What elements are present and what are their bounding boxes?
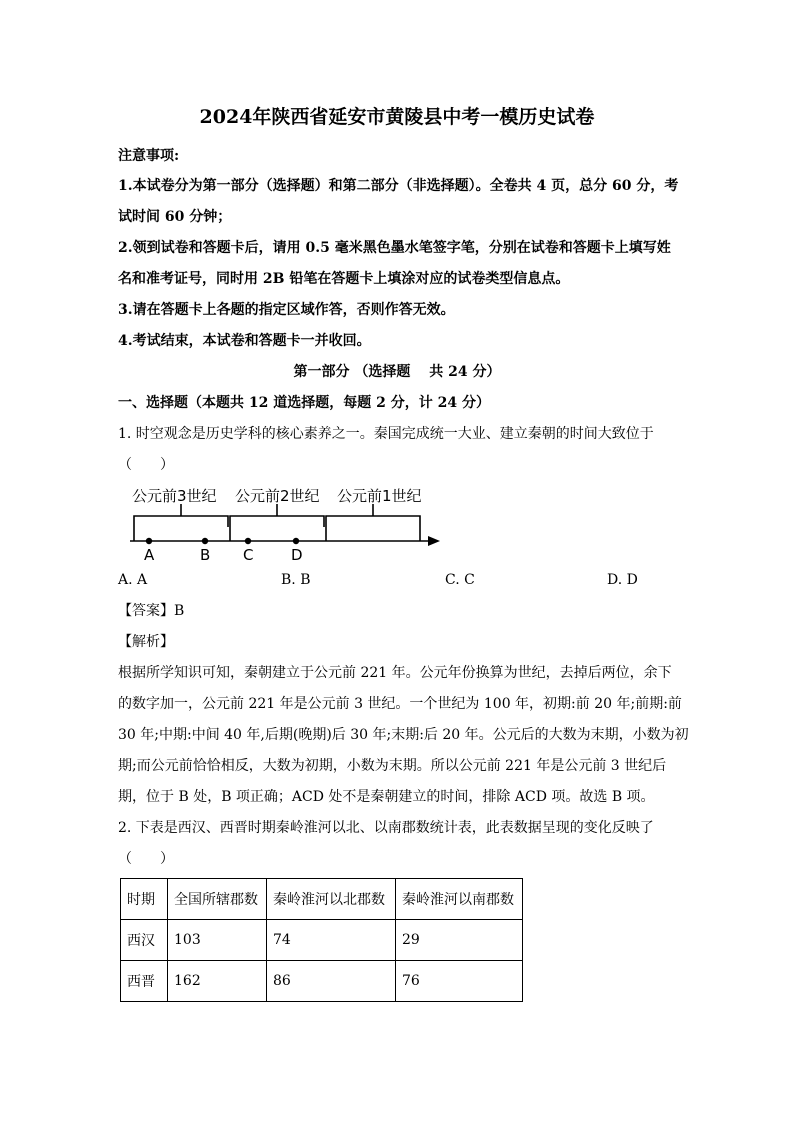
analysis-line: 期，位于 B 处，B 项正确；ACD 处不是秦朝建立的时间，排除 ACD 项。故选 B 项。 <box>118 789 655 805</box>
century-bracket <box>134 516 228 527</box>
option-b: B. B <box>281 572 311 588</box>
point-label: A <box>144 546 155 564</box>
analysis-line: 根据所学知识可知，秦朝建立于公元前 221 年。公元年份换算为世纪，去掉后两位，余下 <box>118 665 672 681</box>
question-1-stem: 1. 时空观念是历史学科的核心素养之一。秦国完成统一大业、建立秦朝的时间大致位于 <box>118 426 654 442</box>
century-label: 公元前1世纪 <box>337 487 422 505</box>
table-header-cell: 全国所辖郡数 <box>168 879 267 920</box>
table-cell: 西汉 <box>121 920 168 961</box>
table-cell: 162 <box>168 961 267 1002</box>
century-label: 公元前2世纪 <box>235 487 320 505</box>
notice-line: 试时间 60 分钟； <box>118 209 232 225</box>
notice-line: 名和准考证号，同时用 2B 铅笔在答题卡上填涂对应的试卷类型信息点。 <box>118 271 570 287</box>
question-1-bracket: （ ） <box>118 457 174 473</box>
question-2-stem: 2. 下表是西汉、西晋时期秦岭淮河以北、以南郡数统计表，此表数据呈现的变化反映了 <box>118 820 654 836</box>
timeline-arrow <box>428 536 440 546</box>
table-cell: 103 <box>168 920 267 961</box>
question-2-bracket: （ ） <box>118 851 174 867</box>
notice-line: 4.考试结束，本试卷和答题卡一并收回。 <box>118 333 371 349</box>
notice-line: 1.本试卷分为第一部分（选择题）和第二部分（非选择题）。全卷共 4 页，总分 60 分，考 <box>118 178 679 194</box>
notice-line: 2.领到试卷和答题卡后，请用 0.5 毫米黑色墨水笔签字笔，分别在试卷和答题卡上填写姓 <box>118 240 671 256</box>
century-bracket <box>326 516 420 527</box>
table-cell: 29 <box>396 920 523 961</box>
timeline-figure <box>118 480 448 570</box>
analysis-label: 【解析】 <box>118 634 174 650</box>
option-a: A. A <box>118 572 148 588</box>
table-row <box>121 961 523 1002</box>
analysis-line: 期;而公元前恰恰相反，大数为初期，小数为末期。所以公元前 221 年是公元前 3 世纪后 <box>118 758 667 774</box>
point-label: C <box>243 546 254 564</box>
point-label: D <box>291 546 303 564</box>
century-label: 公元前3世纪 <box>132 487 217 505</box>
table-header-cell: 秦岭淮河以北郡数 <box>267 879 396 920</box>
point-label: B <box>200 546 211 564</box>
option-c: C. C <box>445 572 475 588</box>
timeline-point-d <box>293 538 299 544</box>
century-bracket <box>230 516 324 527</box>
answer: 【答案】B <box>118 603 185 619</box>
county-count-table <box>120 878 523 1002</box>
analysis-line: 30 年;中期:中间 40 年,后期(晚期)后 30 年;末期:后 20 年。公元后的大数为末期，小数为初 <box>118 727 689 743</box>
analysis-line: 的数字加一，公元前 221 年是公元前 3 世纪。一个世纪为 100 年，初期:前 20 年;前期:前 <box>118 696 682 712</box>
table-header-row <box>121 879 523 920</box>
table-header-cell: 时期 <box>121 879 168 920</box>
table-header-cell: 秦岭淮河以南郡数 <box>396 879 523 920</box>
table-cell: 74 <box>267 920 396 961</box>
part-title: 第一部分 （选择题 共 24 分） <box>293 364 501 380</box>
timeline-point-b <box>202 538 208 544</box>
notice-line: 3.请在答题卡上各题的指定区域作答，否则作答无效。 <box>118 302 455 318</box>
option-d: D. D <box>607 572 638 588</box>
exam-title: 2024年陕西省延安市黄陵县中考一模历史试卷 <box>199 106 595 128</box>
notice-heading: 注意事项: <box>118 148 180 164</box>
timeline-point-a <box>146 538 152 544</box>
table-row <box>121 920 523 961</box>
timeline-point-c <box>245 538 251 544</box>
section-title: 一、选择题（本题共 12 道选择题，每题 2 分，计 24 分） <box>118 395 490 411</box>
table-cell: 86 <box>267 961 396 1002</box>
table-cell: 西晋 <box>121 961 168 1002</box>
table-cell: 76 <box>396 961 523 1002</box>
